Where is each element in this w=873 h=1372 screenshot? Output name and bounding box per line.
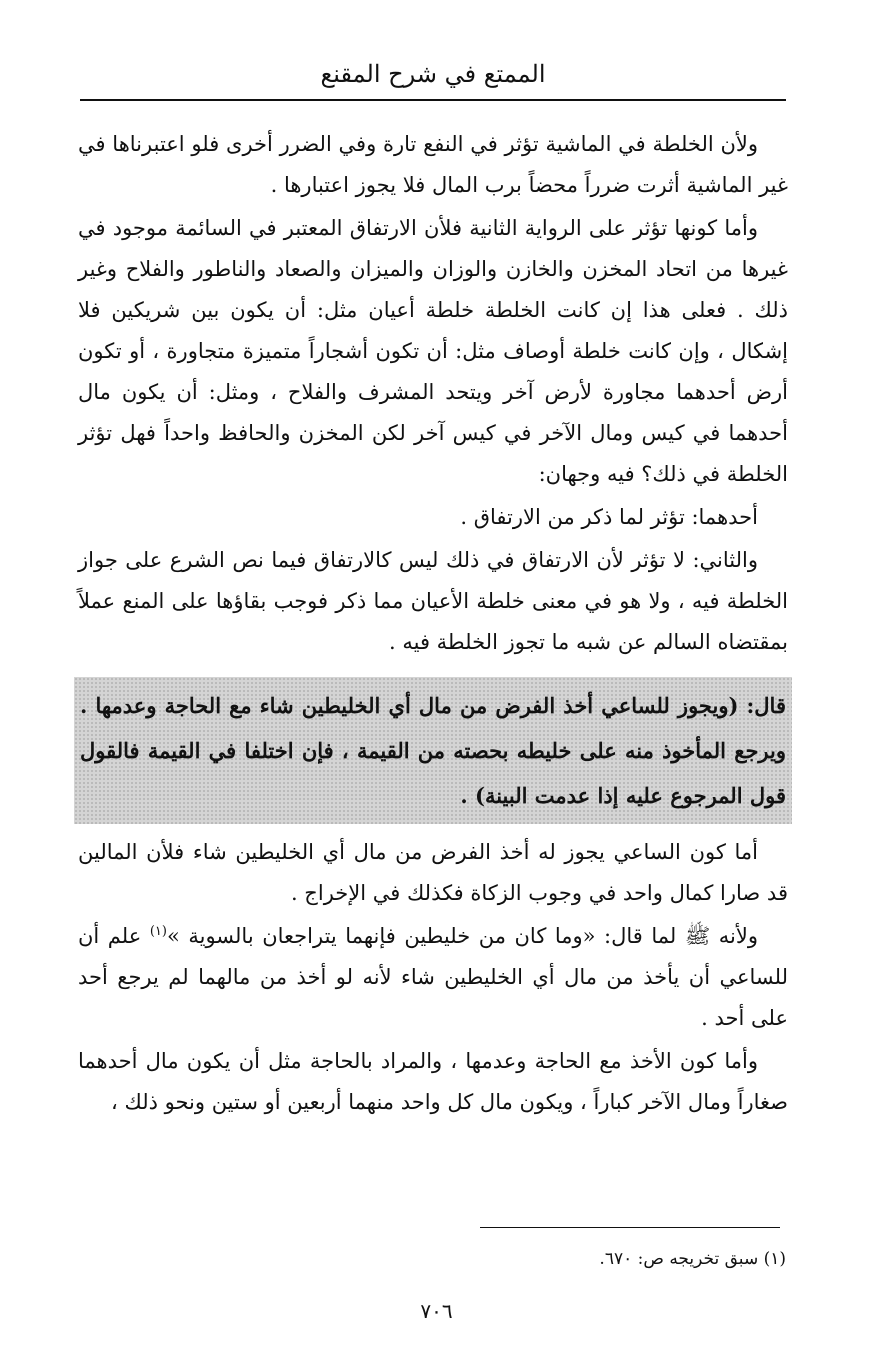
main-text xyxy=(78,124,788,1123)
header-rule xyxy=(80,99,786,101)
running-head-title: الممتع في شرح المقنع xyxy=(320,60,546,88)
footnote-rule xyxy=(480,1227,780,1228)
paragraph: والثاني: لا تؤثر لأن الارتفاق في ذلك ليس كالارتفاق فيما نص الشرع على جواز الخلطة فيه ، ولا هو في معنى خلطة الأعيان مما ذكر فوجب بقاؤها على المنع عملاً بمقتضاه السالم عن شبه ما تجوز الخلطة فيه . xyxy=(78,548,788,654)
commentary-paragraph: وأما كون الأخذ مع الحاجة وعدمها ، والمراد بالحاجة مثل أن يكون مال أحدهما صغاراً ومال الآخر كباراً ، ويكون مال كل واحد منهما أربعين أو ستين ونحو ذلك ، xyxy=(78,1049,788,1114)
commentary-text: ولأنه ﷺ لما قال: «وما كان من خليطين فإنهما يتراجعان بالسوية » xyxy=(166,924,758,948)
footnote: (١) سبق تخريجه ص: ٦٧٠. xyxy=(599,1249,786,1269)
paragraph: أحدهما: تؤثر لما ذكر من الارتفاق . xyxy=(460,505,758,529)
paragraph: وأما كونها تؤثر على الرواية الثانية فلأن الارتفاق المعتبر في السائمة موجود في غيرها من اتحاد المخزن والخازن والوزان والميزان والصعاد والناطور والفلاح وغير ذلك . فعلى هذا إن كانت الخلطة خلطة أعيان مثل: أن يكون بين شريكين فلا إشكال ، وإن كانت خلطة أوصاف مثل: أن تكون أشجاراً متميزة متجاورة ، أو تكون أرض أحدهما مجاورة لأرض آخر ويتحد المشرف والفلاح ، ومثل: أن يكون مال أحدهما في كيس ومال الآخر في كيس آخر لكن المخزن والحافظ واحداً فهل تؤثر الخلطة في ذلك؟ فيه وجهان: xyxy=(78,216,788,486)
page-number: ٧٠٦ xyxy=(420,1299,453,1323)
footnote-reference[interactable]: (١) xyxy=(149,924,167,939)
matn-quote-block xyxy=(74,677,792,824)
commentary-paragraph: أما كون الساعي يجوز له أخذ الفرض من مال أي الخليطين شاء فلأن المالين قد صارا كمال واحد في وجوب الزكاة فكذلك في الإخراج . xyxy=(78,840,788,905)
paragraph: ولأن الخلطة في الماشية تؤثر في النفع تارة وفي الضرر أخرى فلو اعتبرناها في غير الماشية أثرت ضرراً محضاً برب المال فلا يجوز اعتبارها . xyxy=(78,132,788,197)
commentary-paragraph xyxy=(78,916,788,1039)
matn-text: قال: (ويجوز للساعي أخذ الفرض من مال أي الخليطين شاء مع الحاجة وعدمها . ويرجع المأخوذ منه على خليطه بحصته من القيمة ، فإن اختلفا في القيمة فالقول قول المرجوع عليه إذا عدمت البينة) . xyxy=(80,693,786,808)
commentary-text: علم أن للساعي أن يأخذ من مال أي الخليطين شاء لأنه لو أخذ من مالهما لم يرجع أحد على أحد . xyxy=(78,924,788,1030)
